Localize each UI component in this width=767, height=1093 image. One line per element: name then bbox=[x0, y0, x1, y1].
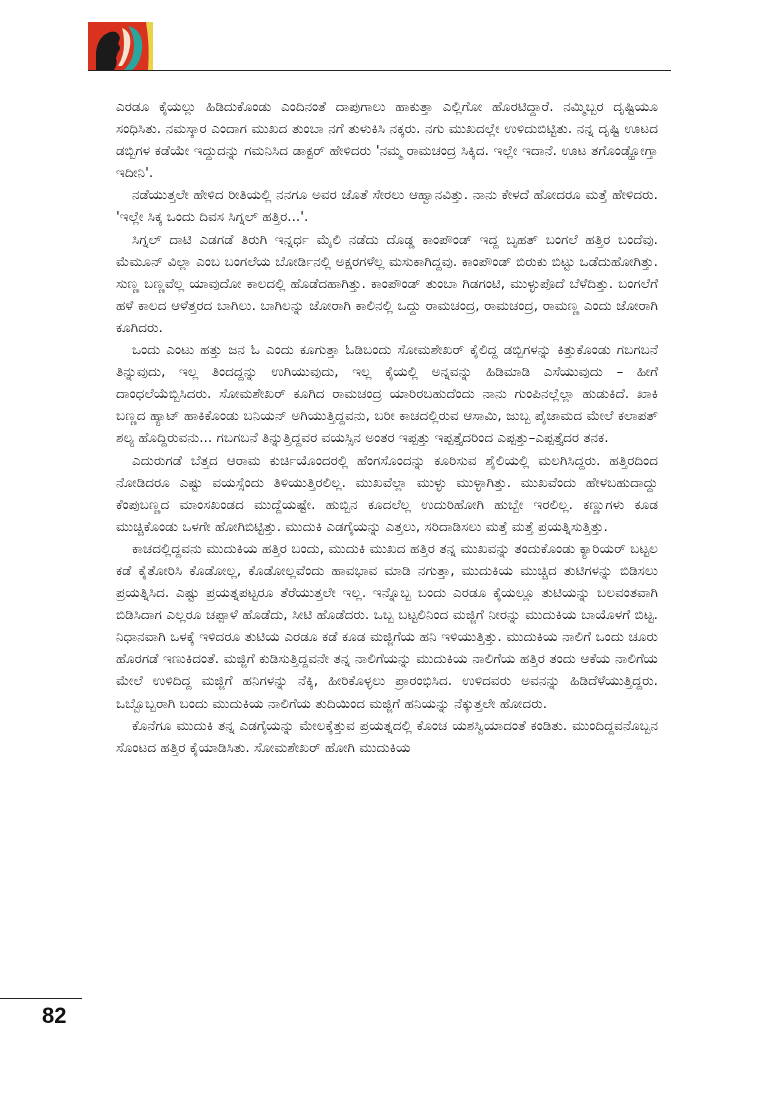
footer-rule bbox=[0, 998, 82, 999]
paragraph: ಎರಡೂ ಕೈಯಲ್ಲು ಹಿಡಿದುಕೊಂಡು ಎಂದಿನಂತೆ ದಾಪುಗಾಲು ಹಾಕುತ್ತಾ ಎಲ್ಲಿಗೋ ಹೊರಟಿದ್ದಾರೆ. ನಮ್ಮಿಬ್ಬರ ದೃಷ್ಟಿಯೂ ಸಂಧಿಸಿತು. ನಮಸ್ಕಾರ ಎಂದಾಗ ಮುಖದ ತುಂಬಾ ನಗೆ ತುಳುಕಿಸಿ ನಕ್ಕರು. ನಗು ಮುಖದಲ್ಲೇ ಉಳಿದುಬಿಟ್ಟಿತು. ನನ್ನ ದೃಷ್ಟಿ ಊಟದ ಡಬ್ಬಿಗಳ ಕಡೆಯೇ ಇದ್ದುದನ್ನು ಗಮನಿಸಿದ ಡಾಕ್ಟರ್ ಹೇಳಿದರು 'ನಮ್ಮ ರಾಮಚಂದ್ರ ಸಿಕ್ಕಿದ. ಇಲ್ಲೇ ಇದಾನೆ. ಊಟ ತಗೊಂಡ್ಹೋಗ್ತಾ ಇದೀನಿ'. bbox=[116, 99, 658, 182]
header-rule bbox=[88, 70, 671, 71]
magazine-logo-icon bbox=[88, 22, 153, 70]
paragraph: ಒಂದು ಎಂಟು ಹತ್ತು ಜನ ಓ ಎಂದು ಕೂಗುತ್ತಾ ಓಡಿಬಂದು ಸೋಮಶೇಖರ್ ಕೈಲಿದ್ದ ಡಬ್ಬಿಗಳನ್ನು ಕಿತ್ತುಕೊಂಡು ಗಬಗಬನೆ ತಿನ್ನುವುದು, ಇಲ್ಲ ತಿಂದದ್ದನ್ನು ಉಗಿಯುವುದು, ಇಲ್ಲ ಕೈಯಲ್ಲಿ ಅನ್ನವನ್ನು ಹಿಡಿಮಾಡಿ ಎಸೆಯುವುದು – ಹೀಗೆ ದಾಂಧಲೆಯೆಬ್ಬಿಸಿದರು. ಸೋಮಶೇಖರ್ ಕೂಗಿದ ರಾಮಚಂದ್ರ ಯಾರಿರಬಹುದೆಂದು ನಾನು ಗುಂಪಿನಲ್ಲೆಲ್ಲಾ ಹುಡುಕಿದೆ. ಖಾಕಿ ಬಣ್ಣದ ಹ್ಯಾಟ್ ಹಾಕಿಕೊಂಡು ಬನಿಯನ್ ಅಗಿಯುತ್ತಿದ್ದವನು, ಬರೀ ಕಾಚದಲ್ಲಿರುವ ಆಸಾಮಿ, ಜುಬ್ಬ ಪೈಜಾಮದ ಮೇಲೆ ಕಲಾಪತ್ ಶಲ್ಯ ಹೊದ್ದಿರುವನು... ಗಬಗಬನೆ ತಿನ್ನುತ್ತಿದ್ದವರ ವಯಸ್ಸಿನ ಅಂತರ ಇಪ್ಪತ್ತು ಇಪ್ಪತ್ತೈದರಿಂದ ಎಪ್ಪತ್ತು–ಎಪ್ಪತ್ತೈದರ ತನಕ. bbox=[116, 342, 658, 447]
paragraph: ಕಾಚದಲ್ಲಿದ್ದವನು ಮುದುಕಿಯ ಹತ್ತಿರ ಬಂದು, ಮುದುಕಿ ಮುಖದ ಹತ್ತಿರ ತನ್ನ ಮುಖವನ್ನು ತಂದುಕೊಂಡು ಕ್ಯಾರಿಯರ್ ಬಟ್ಟಲ ಕಡೆ ಕೈತೋರಿಸಿ ಕೊಡೋಲ್ಲ, ಕೊಡೋಲ್ಲವೆಂದು ಹಾವಭಾವ ಮಾಡಿ ನಗುತ್ತಾ, ಮುದುಕಿಯ ಮುಚ್ಚಿದ ತುಟಿಗಳನ್ನು ಬಿಡಿಸಲು ಪ್ರಯತ್ನಿಸಿದ. ಎಷ್ಟು ಪ್ರಯತ್ನಪಟ್ಟರೂ ತೆರೆಯುತ್ತಲೇ ಇಲ್ಲ. ಇನ್ನೊಬ್ಬ ಬಂದು ಎರಡೂ ಕೈಯಲ್ಲೂ ತುಟಿಯನ್ನು ಬಲವಂತವಾಗಿ ಬಿಡಿಸಿದಾಗ ಎಲ್ಲರೂ ಚಪ್ಪಾಳೆ ಹೊಡೆದು, ಸೀಟಿ ಹೊಡೆದರು. ಒಬ್ಬ ಬಟ್ಟಲಿನಿಂದ ಮಜ್ಜಿಗೆ ನೀರನ್ನು ಮುದುಕಿಯ ಬಾಯೊಳಗೆ ಬಿಟ್ಟ. ನಿಧಾನವಾಗಿ ಒಳಕ್ಕೆ ಇಳಿದರೂ ತುಟಿಯ ಎರಡೂ ಕಡೆ ಕೂಡ ಮಜ್ಜಿಗೆಯ ಹನಿ ಇಳಿಯುತ್ತಿತ್ತು. ಮುದುಕಿಯ ನಾಲಿಗೆ ಒಂದು ಚೂರು ಹೊರಗಡೆ ಇಣುಕಿದಂತೆ. ಮಜ್ಜಿಗೆ ಕುಡಿಸುತ್ತಿದ್ದವನೇ ತನ್ನ ನಾಲಿಗೆಯನ್ನು ಮುದುಕಿಯ ನಾಲಿಗೆಯ ಹತ್ತಿರ ತಂದು ಆಕೆಯ ನಾಲಿಗೆಯ ಮೇಲೆ ಉಳಿದಿದ್ದ ಮಜ್ಜಿಗೆ ಹನಿಗಳನ್ನು ನೆಕ್ಕಿ, ಹೀರಿಕೊಳ್ಳಲು ಪ್ರಾರಂಭಿಸಿದ. ಉಳಿದವರು ಅವನನ್ನು ಹಿಡಿದೆಳೆಯುತ್ತಿದ್ದರು. ಒಬ್ಬೊಬ್ಬರಾಗಿ ಬಂದು ಮುದುಕಿಯ ನಾಲಿಗೆಯ ತುದಿಯಿಂದ ಮಜ್ಜಿಗೆ ಹನಿಯನ್ನು ನೆಕ್ಕುತ್ತಲೇ ಹೋದರು. bbox=[116, 540, 658, 712]
paragraph: ಎದುರುಗಡೆ ಬೆತ್ತದ ಆರಾಮ ಕುರ್ಚಿಯೊಂದರಲ್ಲಿ ಹೆಂಗಸೊಂದನ್ನು ಕೂರಿಸುವ ಶೈಲಿಯಲ್ಲಿ ಮಲಗಿಸಿದ್ದರು. ಹತ್ತಿರದಿಂದ ನೋಡಿದರೂ ಎಷ್ಟು ವಯಸ್ಸೆಂದು ತಿಳಿಯುತ್ತಿರಲಿಲ್ಲ. ಮುಖವೆಲ್ಲಾ ಮುಳ್ಳು ಮುಳ್ಳಾಗಿತ್ತು. ಮುಖವೆಂದು ಹೇಳಬಹುದಾದ್ದು ಕೆಂಪುಬಣ್ಣದ ಮಾಂಸಖಂಡದ ಮುದ್ದೆಯಷ್ಟೇ. ಹುಬ್ಬಿನ ಕೂದಲೆಲ್ಲ ಉದುರಿಹೋಗಿ ಹುಬ್ಬೇ ಇರಲಿಲ್ಲ. ಕಣ್ಣುಗಳು ಕೂಡ ಮುಚ್ಚಿಕೊಂಡು ಒಳಗೇ ಹೋಗಿಬಿಟ್ಟಿತ್ತು. ಮುದುಕಿ ಎಡಗೈಯನ್ನು ಎತ್ತಲು, ಸರಿದಾಡಿಸಲು ಮತ್ತೆ ಮತ್ತೆ ಪ್ರಯತ್ನಿಸುತ್ತಿತ್ತು. bbox=[116, 452, 658, 535]
article-body bbox=[116, 96, 658, 759]
paragraph: ನಡೆಯುತ್ತಲೇ ಹೇಳಿದ ರೀತಿಯಲ್ಲಿ ನನಗೂ ಅವರ ಜೊತೆ ಸೇರಲು ಆಹ್ವಾನವಿತ್ತು. ನಾನು ಕೇಳದೆ ಹೋದರೂ ಮತ್ತೆ ಹೇಳಿದರು. 'ಇಲ್ಲೇ ಸಿಕ್ಕ ಒಂದು ದಿವಸ ಸಿಗ್ನಲ್ ಹತ್ತಿರ...'. bbox=[116, 187, 658, 226]
paragraph: ಸಿಗ್ನಲ್ ದಾಟಿ ಎಡಗಡೆ ತಿರುಗಿ ಇನ್ನರ್ಧ ಮೈಲಿ ನಡೆದು ದೊಡ್ಡ ಕಾಂಪೌಂಡ್ ಇದ್ದ ಬೃಹತ್ ಬಂಗಲೆ ಹತ್ತಿರ ಬಂದೆವು. ಮೆಮೂನ್ ವಿಲ್ಲಾ ಎಂಬ ಬಂಗಲೆಯ ಬೋರ್ಡಿನಲ್ಲಿ ಅಕ್ಷರಗಳೆಲ್ಲ ಮಸುಕಾಗಿದ್ದವು. ಕಾಂಪೌಂಡ್ ಬಿರುಕು ಬಿಟ್ಟು ಒಡೆದುಹೋಗಿತ್ತು. ಸುಣ್ಣ ಬಣ್ಣವೆಲ್ಲ ಯಾವುದೋ ಕಾಲದಲ್ಲಿ ಹೊಡೆದಹಾಗಿತ್ತು. ಕಾಂಪೌಂಡ್ ತುಂಬಾ ಗಿಡಗಂಟಿ, ಮುಳ್ಳುಪೊದೆ ಬೆಳೆದಿತ್ತು. ಬಂಗಲೆಗೆ ಹಳೆ ಕಾಲದ ಆಳೆತ್ತರದ ಬಾಗಿಲು. ಬಾಗಿಲನ್ನು ಜೋರಾಗಿ ಕಾಲಿನಲ್ಲಿ ಒದ್ದು ರಾಮಚಂದ್ರ, ರಾಮಚಂದ್ರ, ರಾಮಣ್ಣ ಎಂದು ಜೋರಾಗಿ ಕೂಗಿದರು. bbox=[116, 231, 658, 336]
page-number: 82 bbox=[42, 1003, 67, 1028]
paragraph: ಕೊನೆಗೂ ಮುದುಕಿ ತನ್ನ ಎಡಗೈಯನ್ನು ಮೇಲಕ್ಕೆತ್ತುವ ಪ್ರಯತ್ನದಲ್ಲಿ ಕೊಂಚ ಯಶಸ್ವಿಯಾದಂತೆ ಕಂಡಿತು. ಮುಂದಿದ್ದವನೊಬ್ಬನ ಸೊಂಟದ ಹತ್ತಿರ ಕೈಯಾಡಿಸಿತು. ಸೋಮಶೇಖರ್ ಹೋಗಿ ಮುದುಕಿಯ bbox=[116, 717, 658, 756]
